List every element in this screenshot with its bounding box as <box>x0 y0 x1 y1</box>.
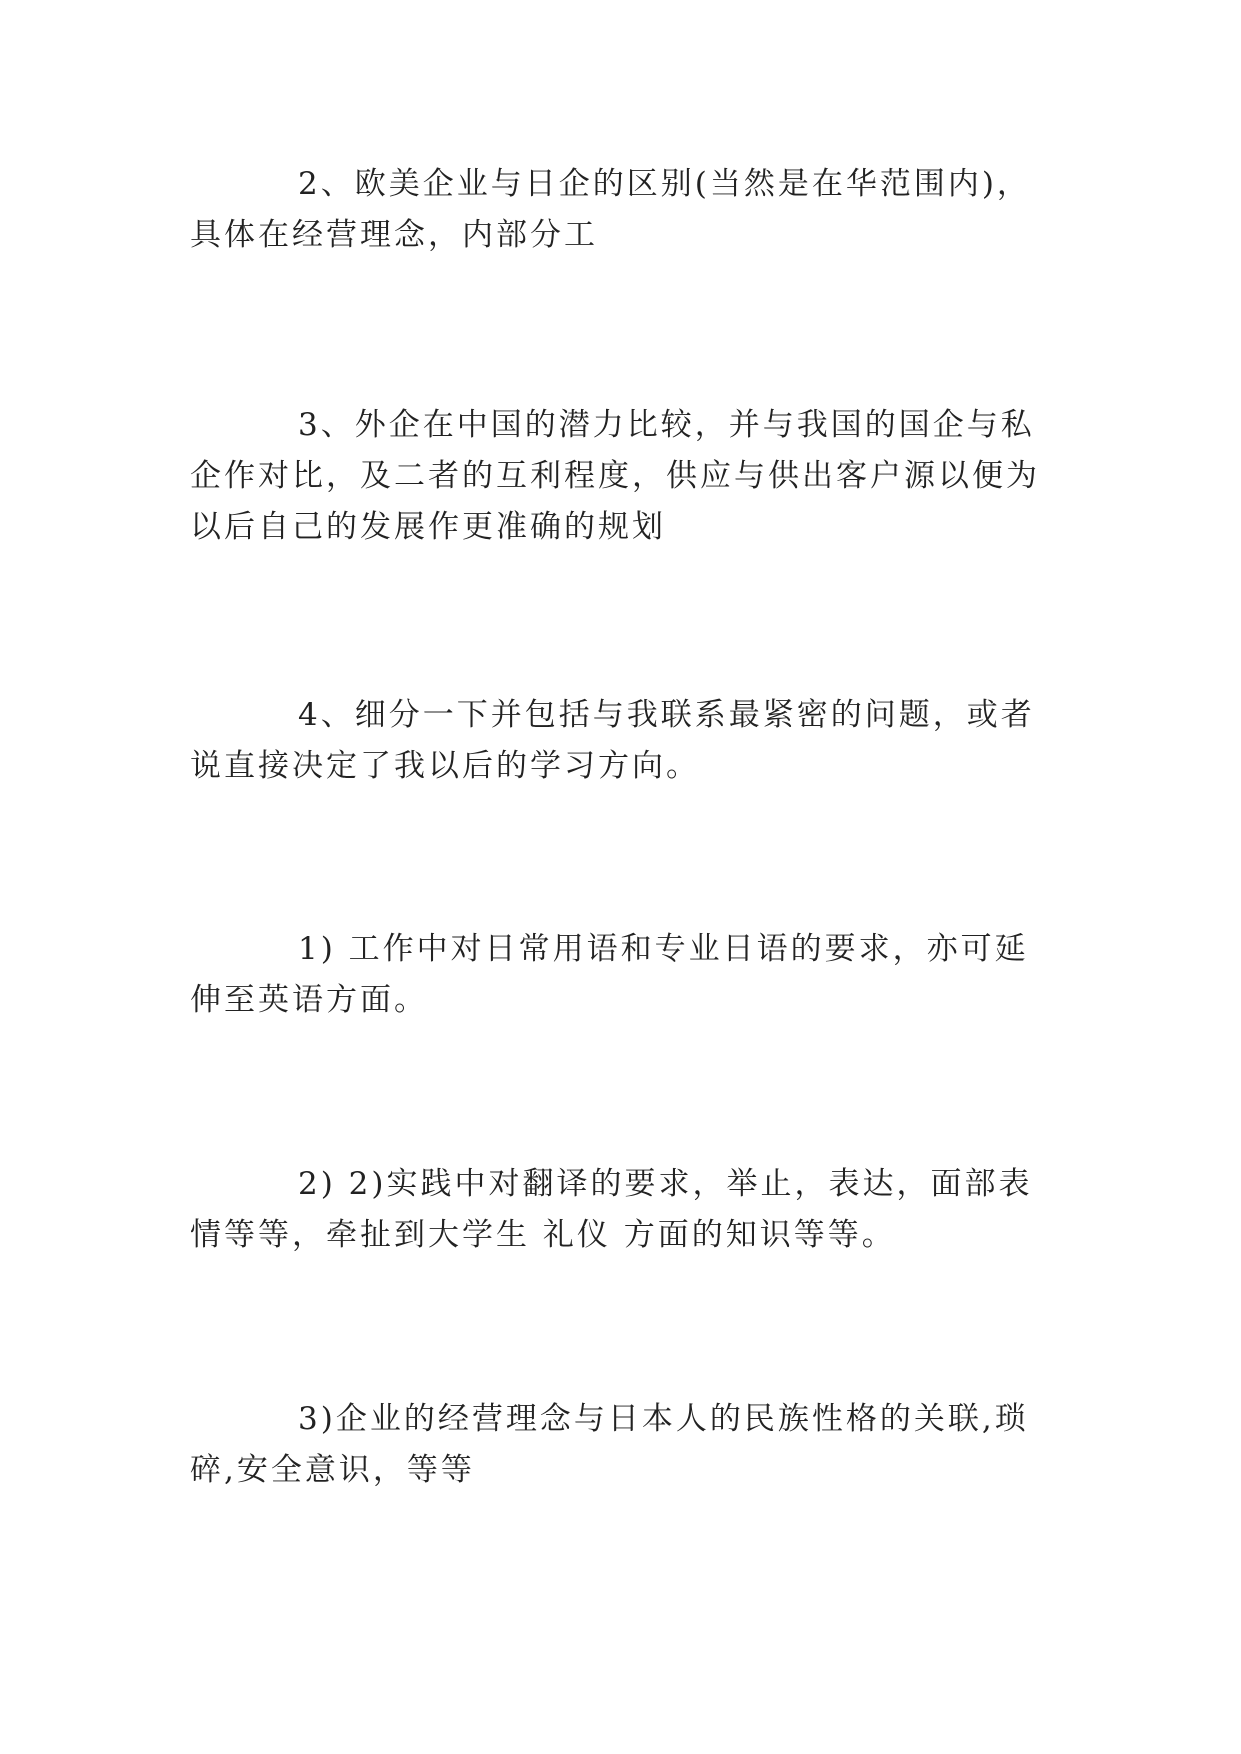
paragraph-subitem-3: 3)企业的经营理念与日本人的民族性格的关联,琐碎,安全意识，等等 <box>190 1401 1029 1488</box>
paragraph-item-4: 4、细分一下并包括与我联系最紧密的问题，或者说直接决定了我以后的学习方向。 <box>190 697 1035 784</box>
paragraph-item-2: 2、欧美企业与日企的区别(当然是在华范围内)，具体在经营理念，内部分工 <box>190 166 1031 253</box>
paragraph-subitem-1: 1) 工作中对日常用语和专业日语的要求，亦可延伸至英语方面。 <box>190 931 1029 1018</box>
paragraph-item-3: 3、外企在中国的潜力比较，并与我国的国企与私企作对比，及二者的互利程度，供应与供出客户源以便为以后自己的发展作更准确的规划 <box>190 407 1040 545</box>
paragraph-subitem-2: 2) 2)实践中对翻译的要求，举止，表达，面部表情等等，牵扯到大学生 礼仪 方面的知识等等。 <box>190 1166 1033 1253</box>
